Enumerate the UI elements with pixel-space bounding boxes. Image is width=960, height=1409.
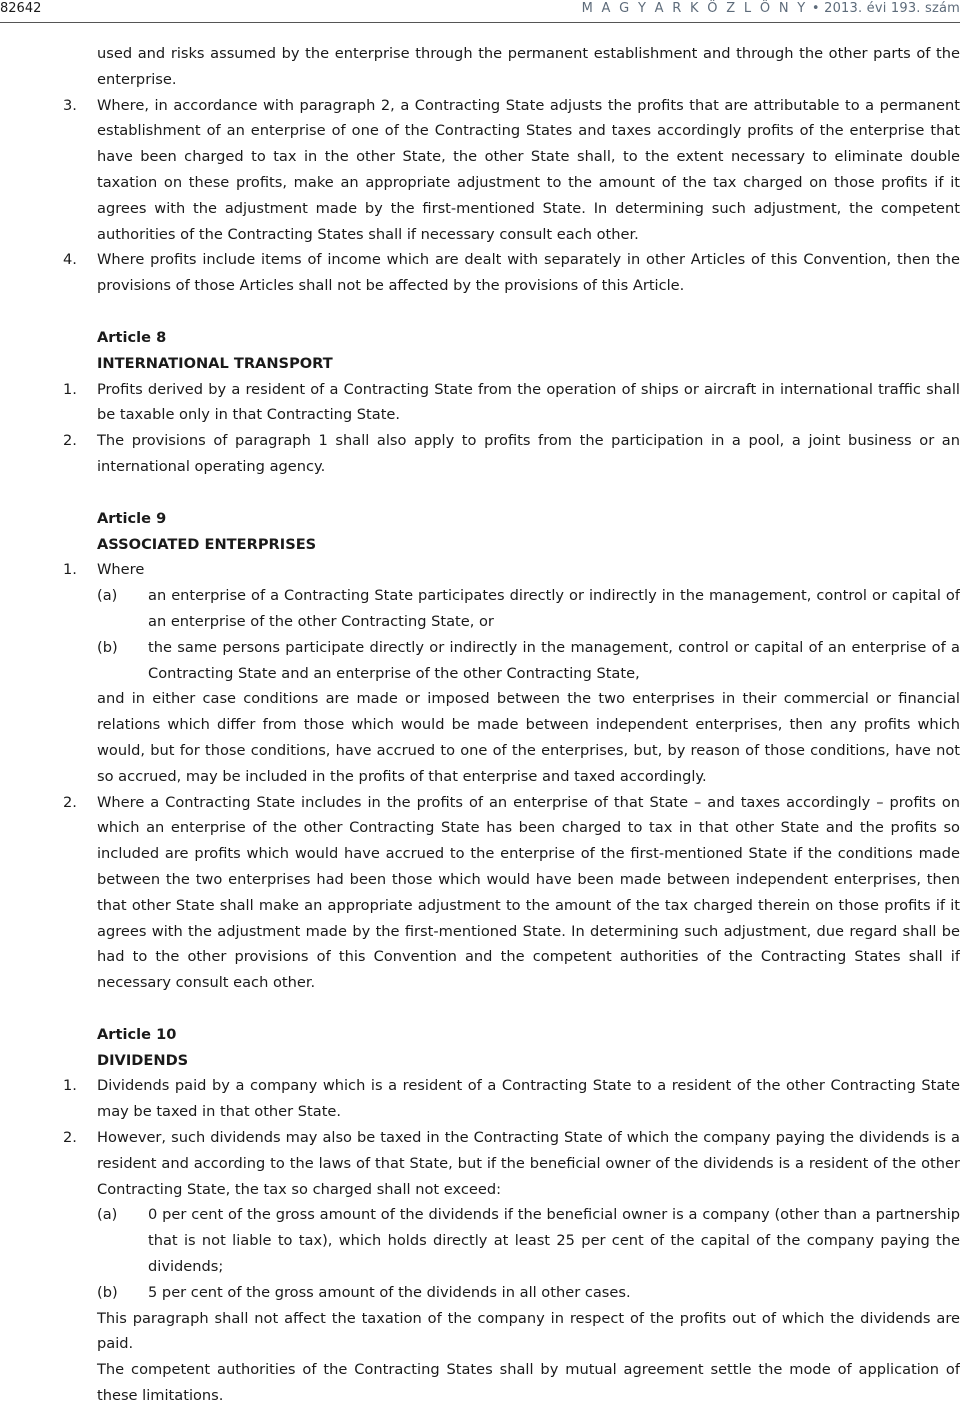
paragraph-number: 1. xyxy=(63,380,77,398)
paragraph-text: Dividends paid by a company which is a resident of a Contracting State to a resident of the other Contracting State may be taxed in that other State. xyxy=(97,1077,960,1121)
art8-paragraph-1 xyxy=(0,377,960,429)
paragraph-number: 1. xyxy=(63,561,77,579)
bullet-separator: • xyxy=(811,1,820,16)
journal-info xyxy=(582,0,960,22)
journal-name: M A G Y A R K Ö Z L Ö N Y xyxy=(581,1,808,16)
art10-subparagraph-b xyxy=(0,1280,960,1306)
paragraph-text: Where xyxy=(97,561,145,579)
article-10-number: Article 10 xyxy=(97,1025,177,1043)
art7-paragraph-4 xyxy=(0,247,960,299)
paragraph-text: Profits derived by a resident of a Contracting State from the operation of ships or aircraft in international traffic shall be taxable only in that Contracting State. xyxy=(97,380,960,424)
art9-paragraph-2 xyxy=(0,790,960,996)
art7-continuation: used and risks assumed by the enterprise through the permanent establishment and through the other parts of the enterprise. xyxy=(97,45,960,88)
subparagraph-text: 5 per cent of the gross amount of the dividends in all other cases. xyxy=(148,1283,631,1301)
paragraph-text: Where a Contracting State includes in the profits of an enterprise of that State – and taxes accordingly – profits on which an enterprise of the other Contracting State has been charged to tax in that other State and the profits so included are profits which would have accrued to the enterprise of the first-mentioned State if the conditions made between the two enterprises had been those which would have been made between independent enterprises, then that other State shall make an appropriate adjustment to the amount of the tax charged therein on those profits if it agrees with the adjustment made by the first-mentioned State. In determining such adjustment, due regard shall be had to the other provisions of this Convention and the competent authorities of the Contracting States shall if necessary consult each other. xyxy=(97,793,960,992)
art10-paragraph-2-tail-2: The competent authorities of the Contracting States shall by mutual agreement settle the mode of application of these limitations. xyxy=(97,1361,960,1405)
paragraph-text: The provisions of paragraph 1 shall also apply to profits from the participation in a pool, a joint business or an international operating agency. xyxy=(97,432,960,475)
article-8-title: INTERNATIONAL TRANSPORT xyxy=(97,354,333,372)
subparagraph-text: the same persons participate directly or indirectly in the management, control or capital of an enterprise of a Contracting State and an enterprise of the other Contracting State, xyxy=(148,638,960,682)
paragraph-number: 2. xyxy=(63,793,77,811)
art10-paragraph-1 xyxy=(0,1073,960,1125)
paragraph-number: 3. xyxy=(63,96,77,114)
paragraph-number: 2. xyxy=(63,432,77,450)
art10-paragraph-2 xyxy=(0,1125,960,1202)
art9-paragraph-1-intro xyxy=(0,557,960,583)
art7-paragraph-3 xyxy=(0,93,960,248)
art9-subparagraph-b xyxy=(0,635,960,687)
paragraph-text: Where, in accordance with paragraph 2, a Contracting State adjusts the profits that are attributable to a permanent establishment of an enterprise of one of the Contracting States and taxes accordingly profits of the enterprise that have been charged to tax in the other State, the other State shall, to the extent necessary to eliminate double taxation on these profits, make an appropriate adjustment to the amount of the tax charged on those profits if it agrees with the adjustment made by the first-mentioned State. In determining such adjustment, the competent authorities of the Contracting States shall if necessary consult each other. xyxy=(97,96,960,243)
paragraph-number: 1. xyxy=(63,1077,77,1095)
issue-label: 2013. évi 193. szám xyxy=(824,1,960,16)
art10-paragraph-2-tail-1: This paragraph shall not affect the taxation of the company in respect of the profits out of which the dividends are paid. xyxy=(97,1309,960,1353)
subparagraph-text: 0 per cent of the gross amount of the dividends if the beneficial owner is a company (other than a partnership that is not liable to tax), which holds directly at least 25 per cent of the capital of the company paying the dividends; xyxy=(148,1206,960,1276)
article-9-title: ASSOCIATED ENTERPRISES xyxy=(97,535,317,553)
paragraph-text: However, such dividends may also be taxed in the Contracting State of which the company paying the dividends is a resident and according to the laws of that State, but if the beneficial owner of the dividends is a resident of the other Contracting State, the tax so charged shall not exceed: xyxy=(97,1129,960,1198)
document-body xyxy=(0,41,960,1409)
subparagraph-text: an enterprise of a Contracting State participates directly or indirectly in the management, control or capital of an enterprise of the other Contracting State, or xyxy=(148,587,960,630)
page-number: 82642 xyxy=(0,1,42,16)
paragraph-number: 2. xyxy=(63,1129,77,1147)
art8-paragraph-2 xyxy=(0,428,960,480)
subparagraph-label: (a) xyxy=(97,1206,118,1224)
art10-subparagraph-a xyxy=(0,1202,960,1279)
page-header xyxy=(0,0,960,23)
article-10-title: DIVIDENDS xyxy=(97,1051,189,1069)
subparagraph-label: (b) xyxy=(97,638,118,656)
paragraph-text: Where profits include items of income which are dealt with separately in other Articles of this Convention, then the provisions of those Articles shall not be affected by the provisions of this Article. xyxy=(97,251,960,295)
subparagraph-label: (b) xyxy=(97,1283,118,1301)
art9-subparagraph-a xyxy=(0,583,960,635)
subparagraph-label: (a) xyxy=(97,587,118,605)
article-8-number: Article 8 xyxy=(97,328,167,346)
paragraph-number: 4. xyxy=(63,251,77,269)
art9-paragraph-1-tail: and in either case conditions are made or imposed between the two enterprises in their commercial or financial relations which differ from those which would be made between independent enterprises, then any profits which would, but for those conditions, have accrued to one of the enterprises, but, by reason of those conditions, have not so accrued, may be included in the profits of that enterprise and taxed accordingly. xyxy=(97,690,960,785)
article-9-number: Article 9 xyxy=(97,509,167,527)
